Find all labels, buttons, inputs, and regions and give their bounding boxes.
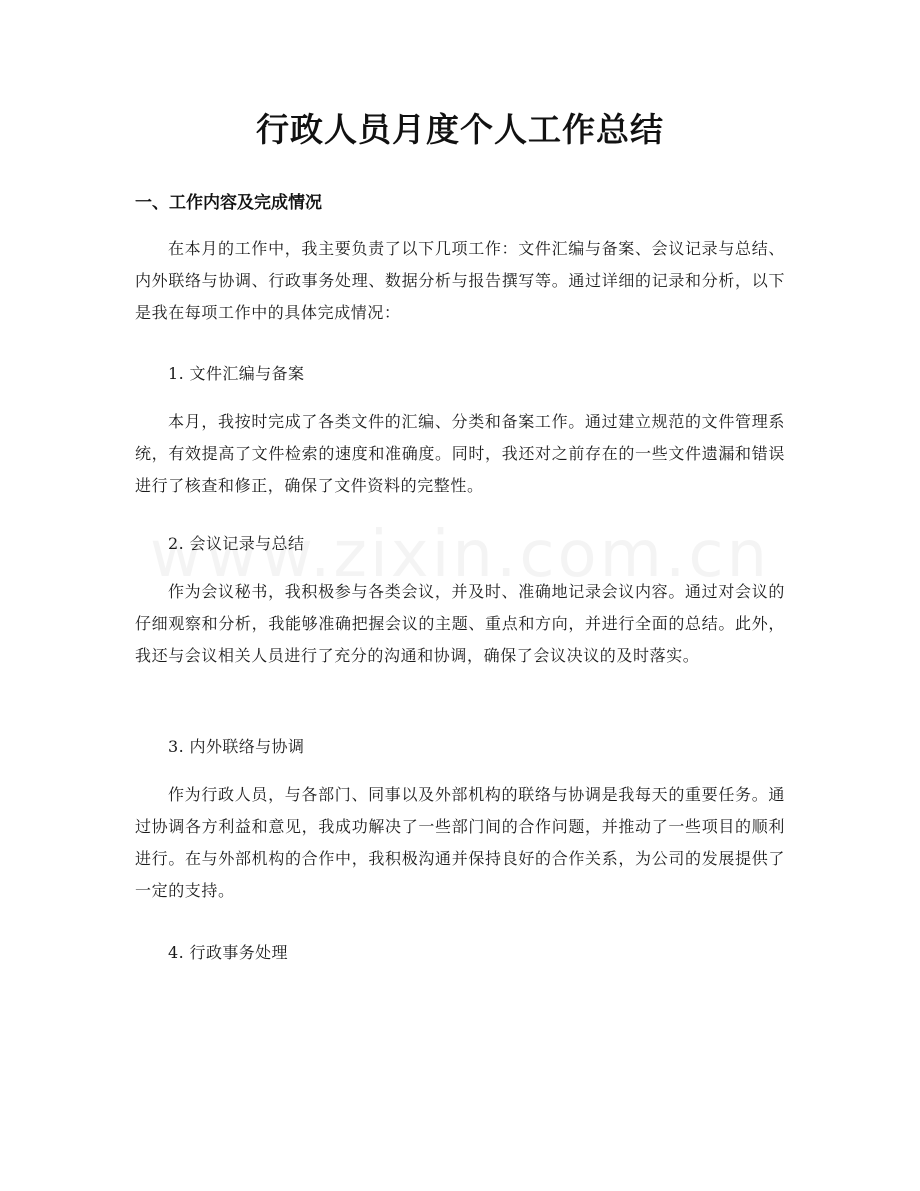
document-title: 行政人员月度个人工作总结 (256, 110, 664, 149)
item-body-1: 本月，我按时完成了各类文件的汇编、分类和备案工作。通过建立规范的文件管理系统，有效提高了文件检索的速度和准确度。同时，我还对之前存在的一些文件遗漏和错误进行了核查和修正，确保了文件资料的完整性。 (135, 412, 785, 495)
item-heading-4: 4. 行政事务处理 (168, 943, 288, 962)
item-heading-3: 3. 内外联络与协调 (168, 737, 305, 756)
item-body-3: 作为行政人员，与各部门、同事以及外部机构的联络与协调是我每天的重要任务。通过协调各方利益和意见，我成功解决了一些部门间的合作问题，并推动了一些项目的顺利进行。在与外部机构的合作中，我积极沟通并保持良好的合作关系，为公司的发展提供了一定的支持。 (135, 785, 785, 900)
item-body-2: 作为会议秘书，我积极参与各类会议，并及时、准确地记录会议内容。通过对会议的仔细观察和分析，我能够准确把握会议的主题、重点和方向，并进行全面的总结。此外，我还与会议相关人员进行了充分的沟通和协调，确保了会议决议的及时落实。 (135, 582, 785, 665)
section-heading: 一、工作内容及完成情况 (135, 193, 322, 213)
item-heading-2: 2. 会议记录与总结 (168, 534, 305, 553)
intro-paragraph: 在本月的工作中，我主要负责了以下几项工作：文件汇编与备案、会议记录与总结、内外联络与协调、行政事务处理、数据分析与报告撰写等。通过详细的记录和分析，以下是我在每项工作中的具体完成情况： (135, 239, 785, 322)
item-heading-1: 1. 文件汇编与备案 (168, 364, 305, 383)
